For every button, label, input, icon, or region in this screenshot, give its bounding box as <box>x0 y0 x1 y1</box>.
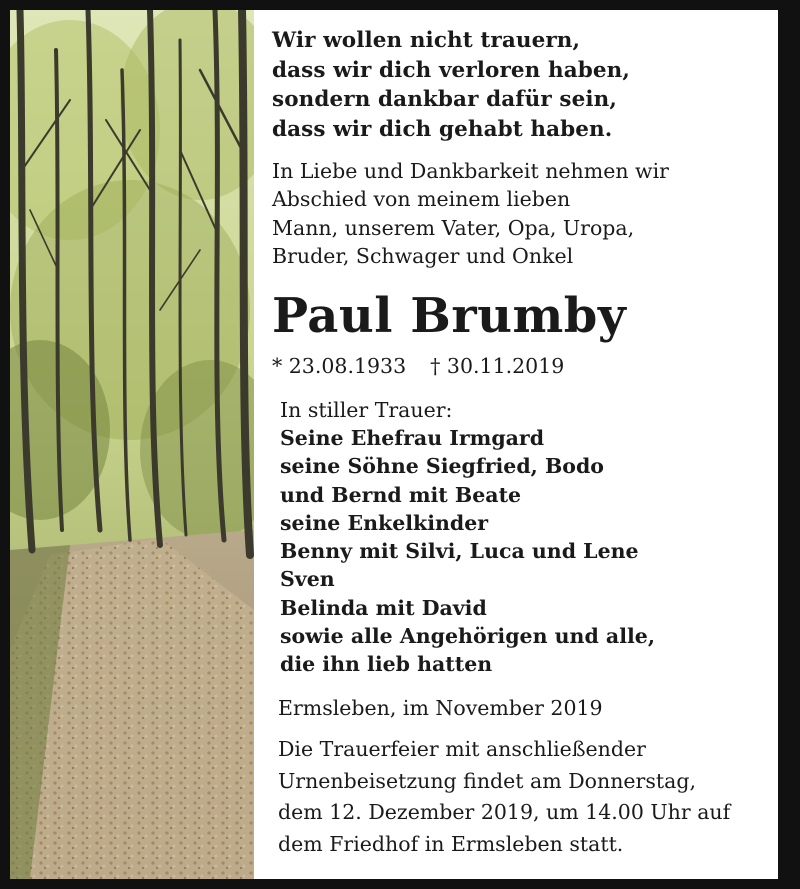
list-item: seine Enkelkinder <box>280 510 489 535</box>
death-date: † 30.11.2019 <box>430 354 565 378</box>
list-item: Belinda mit David <box>280 595 487 620</box>
place-and-date: Ermsleben, im November 2019 <box>278 696 603 720</box>
life-dates <box>272 352 564 380</box>
mourning-label: In stiller Trauer: <box>280 398 453 422</box>
farewell-intro: In Liebe und Dankbarkeit nehmen wir Abschied von meinem lieben Mann, unserem Vater, Opa, Uropa, Bruder, Schwager und Onkel <box>272 159 669 269</box>
forest-path-photo <box>10 10 254 879</box>
funeral-notice: Die Trauerfeier mit anschließender Urnenbeisetzung findet am Donnerstag, dem 12. Dezember 2019, um 14.00 Uhr auf dem Friedhof in Ermsleben statt. <box>278 737 731 856</box>
deceased-name: Paul Brumby <box>272 288 627 344</box>
list-item: die ihn lieb hatten <box>280 652 493 677</box>
list-item: Seine Ehefrau Irmgard <box>280 426 545 450</box>
list-item: und Bernd mit Beate <box>280 482 522 507</box>
mourners-list <box>280 424 655 679</box>
list-item: sowie alle Angehörigen und alle, <box>280 624 655 649</box>
list-item: seine Söhne Siegfried, Bodo <box>280 454 604 479</box>
list-item: Benny mit Silvi, Luca und Lene <box>280 539 639 564</box>
list-item: Sven <box>280 567 335 592</box>
birth-date: * 23.08.1933 <box>272 354 407 378</box>
memorial-verse: Wir wollen nicht trauern, dass wir dich verloren haben, sondern dankbar dafür sein, dass wir dich gehabt haben. <box>272 28 630 142</box>
